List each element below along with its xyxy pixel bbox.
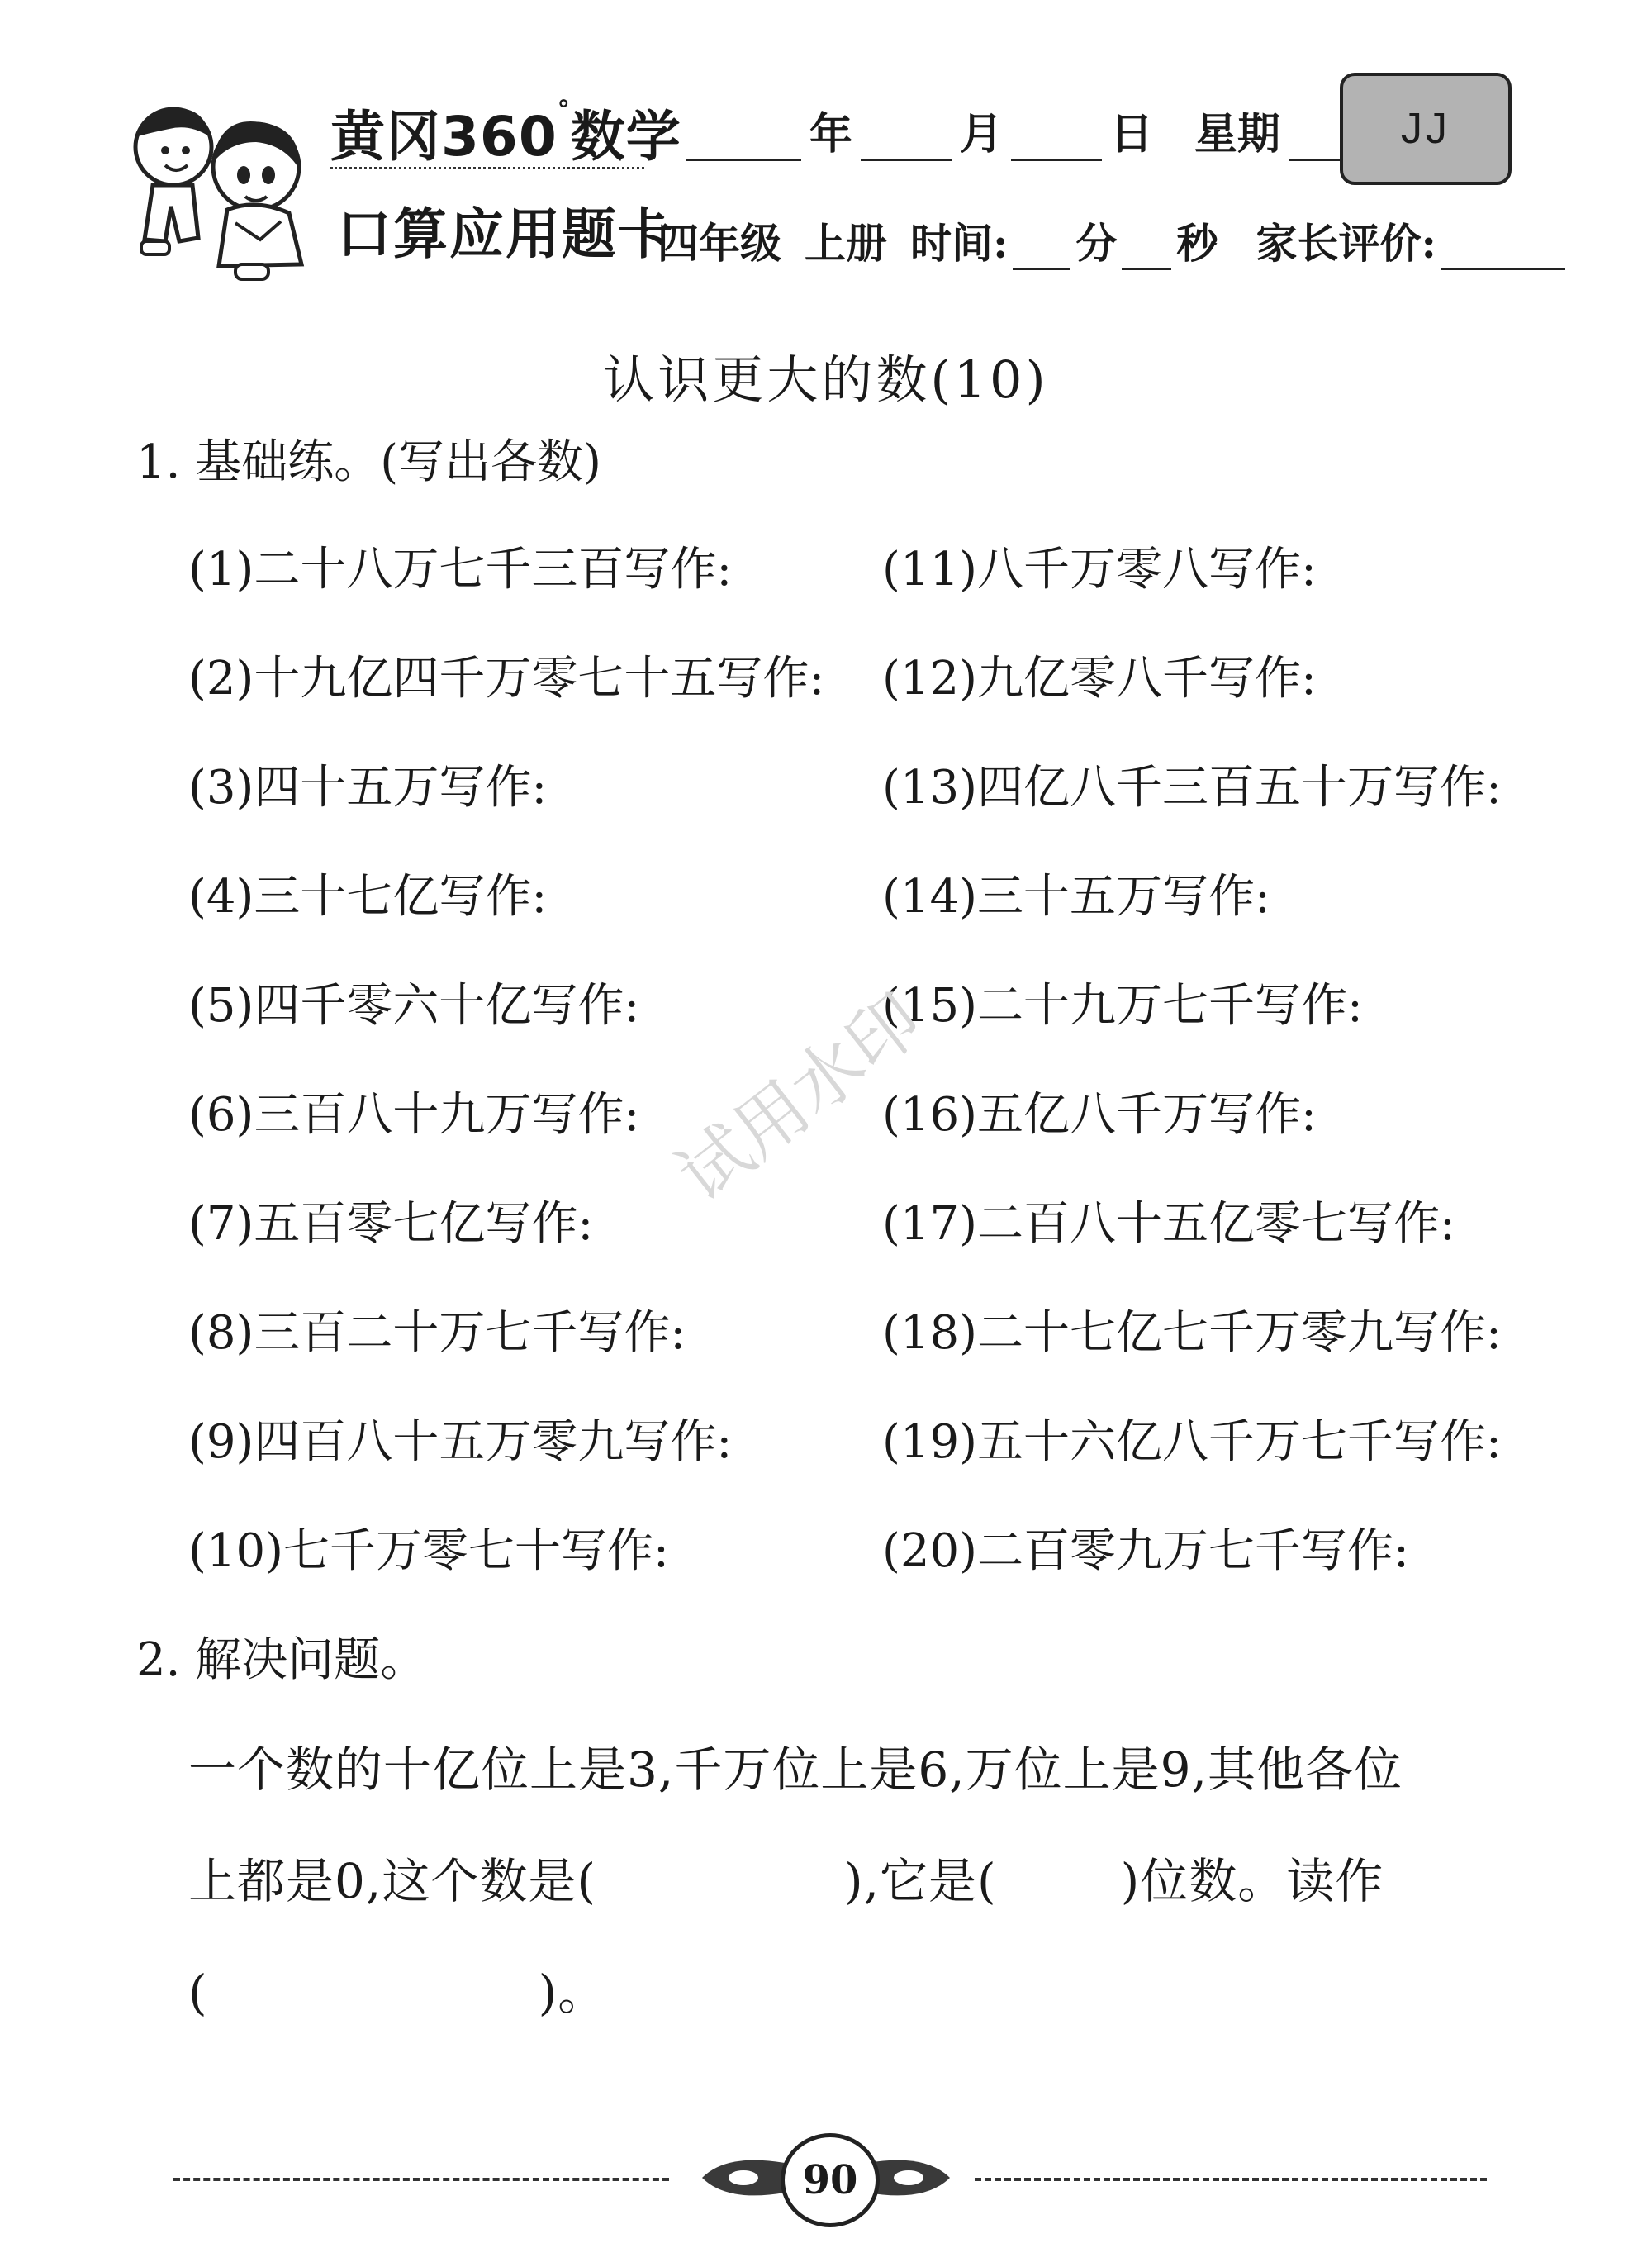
seconds-blank[interactable]	[1122, 230, 1171, 270]
watermark: 试用水印	[662, 977, 938, 1219]
question-item: (2)十九亿四千万零七十五写作:	[188, 652, 825, 706]
question-item: (4)三十七亿写作:	[188, 870, 548, 924]
problem-text: )位数。读作	[1120, 1853, 1384, 1909]
cartoon-kids-logo	[120, 99, 326, 289]
minutes-blank[interactable]	[1013, 230, 1070, 270]
question-item: (5)四千零六十亿写作:	[188, 979, 640, 1033]
problem-line-3	[188, 1954, 606, 2023]
date-row	[686, 99, 1379, 161]
question-item: (15)二十九万七千写作:	[882, 979, 1363, 1033]
problem-line-1: 一个数的十亿位上是3,千万位上是6,万位上是9,其他各位	[188, 1742, 1403, 1798]
brand-title: 黄冈360°数学	[330, 96, 681, 169]
question-item: (9)四百八十五万零九写作:	[188, 1415, 733, 1469]
question-item: (10)七千万零七十写作:	[188, 1524, 669, 1578]
parent-eval-blank[interactable]	[1441, 230, 1565, 270]
question-item: (13)四亿八千三百五十万写作:	[882, 761, 1502, 815]
question-item: (20)二百零九万七千写作:	[882, 1524, 1409, 1578]
section2-heading: 2. 解决问题。	[136, 1633, 427, 1687]
brand-divider	[330, 167, 644, 169]
year-blank[interactable]	[686, 117, 801, 161]
question-item: (17)二百八十五亿零七写作:	[882, 1197, 1455, 1251]
question-item: (19)五十六亿八千万七千写作:	[882, 1415, 1502, 1469]
brand-subtitle: 口算应用题卡	[337, 202, 674, 266]
page-number: 90	[781, 2133, 880, 2227]
problem-text: 上都是0,这个数是(	[188, 1853, 596, 1909]
question-item: (14)三十五万写作:	[882, 870, 1270, 924]
question-item: (7)五百零七亿写作:	[188, 1197, 594, 1251]
footer-divider-left	[173, 2178, 669, 2181]
month-blank[interactable]	[861, 117, 952, 161]
question-item: (16)五亿八千万写作:	[882, 1088, 1317, 1142]
question-item: (12)九亿零八千写作:	[882, 652, 1317, 706]
footer-divider-right	[975, 2178, 1487, 2181]
problem-text: ),它是(	[843, 1853, 997, 1909]
month-label: 月	[960, 109, 1004, 159]
page-title: 认识更大的数(10)	[603, 349, 1049, 410]
problem-text: (	[188, 1965, 208, 2021]
day-blank[interactable]	[1011, 117, 1102, 161]
year-label: 年	[809, 109, 853, 159]
parent-eval-label: 家长评价:	[1256, 219, 1436, 268]
question-item: (6)三百八十九万写作:	[188, 1088, 640, 1142]
weekday-label: 星期	[1194, 109, 1281, 159]
minutes-label: 分	[1075, 219, 1118, 268]
edition-badge: JJ	[1340, 73, 1512, 185]
question-item: (18)二十七亿七千万零九写作:	[882, 1306, 1502, 1360]
grade-label: 四年级	[657, 219, 781, 268]
seconds-label: 秒	[1176, 219, 1218, 268]
problem-text: )。	[538, 1965, 607, 2021]
volume-label: 上册	[805, 219, 887, 268]
question-item: (1)二十八万七千三百写作:	[188, 543, 733, 596]
day-label: 日	[1110, 109, 1154, 159]
question-item: (11)八千万零八写作:	[882, 543, 1317, 596]
question-item: (3)四十五万写作:	[188, 761, 548, 815]
problem-line-2	[188, 1842, 1384, 1912]
time-label: 时间:	[910, 219, 1009, 268]
question-item: (8)三百二十万七千写作:	[188, 1306, 686, 1360]
info-row	[653, 211, 1565, 270]
section1-heading: 1. 基础练。(写出各数)	[136, 435, 601, 489]
